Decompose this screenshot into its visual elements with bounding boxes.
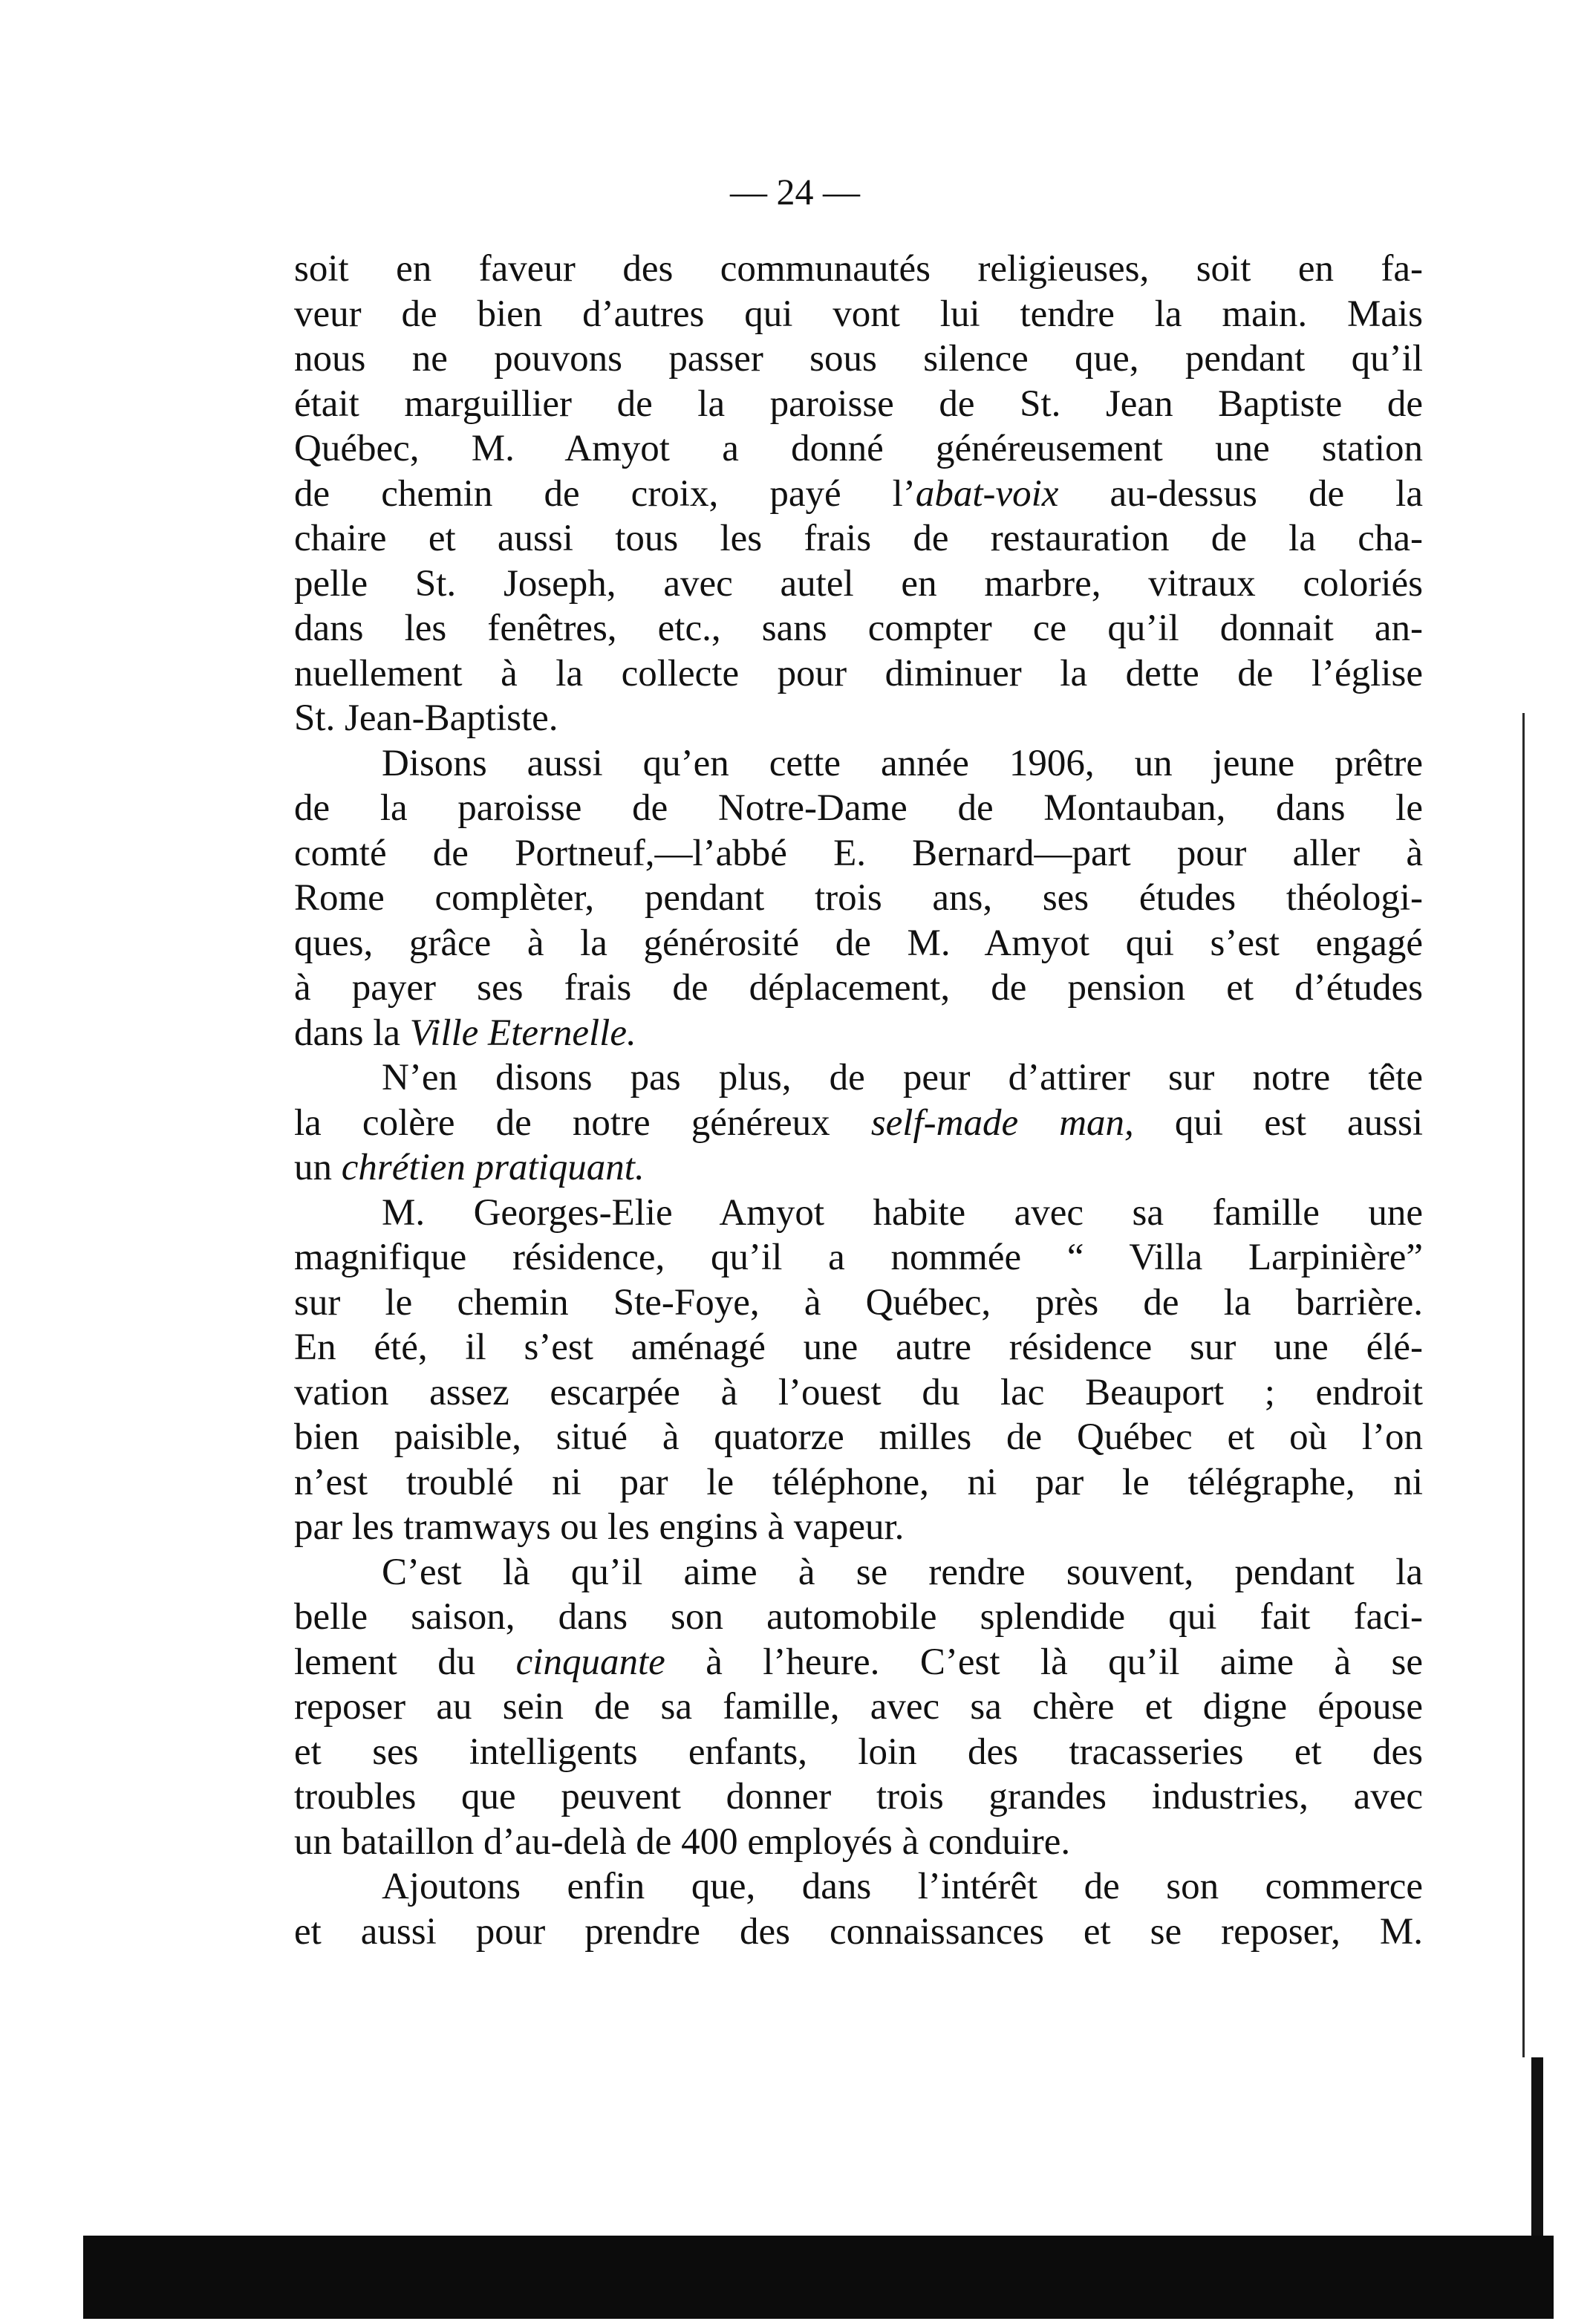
- text-run: et ses intelligents enfants, loin des tracasseries et des: [294, 1731, 1423, 1773]
- text-run: lement du: [294, 1641, 516, 1683]
- italic-text: cinquante: [515, 1641, 665, 1683]
- italic-text: self-made man,: [870, 1101, 1134, 1144]
- text-line: [294, 1460, 1423, 1506]
- text-run: magnifique résidence, qu’il a nommée “ Villa Larpinière”: [294, 1237, 1423, 1278]
- text-line: [294, 921, 1423, 966]
- text-line: [294, 831, 1423, 876]
- text-run: Ajoutons enfin que, dans l’intérêt de son commerce: [382, 1866, 1423, 1907]
- text-run: chaire et aussi tous les frais de restauration de la cha-: [294, 518, 1423, 559]
- text-run: à l’heure. C’est là qu’il aime à se: [665, 1641, 1423, 1683]
- text-line: [294, 1820, 1423, 1865]
- text-line: [294, 651, 1423, 697]
- text-run: de la paroisse de Notre-Dame de Montauban, dans le: [294, 787, 1423, 829]
- text-line: [294, 606, 1423, 651]
- body-text: [294, 247, 1423, 1954]
- text-run: N’en disons pas plus, de peur d’attirer sur notre tête: [382, 1057, 1423, 1098]
- text-line: [294, 1640, 1423, 1685]
- text-run: St. Jean-Baptiste.: [294, 697, 558, 739]
- text-run: comté de Portneuf,—l’abbé E. Bernard—part pour aller à: [294, 832, 1423, 874]
- text-line: [294, 562, 1423, 607]
- page-edge-shadow: [1531, 2057, 1543, 2250]
- text-line: [294, 966, 1423, 1011]
- text-line: [294, 696, 1423, 741]
- text-run: pelle St. Joseph, avec autel en marbre, vitraux coloriés: [294, 562, 1423, 605]
- italic-text: Ville Eternelle.: [409, 1012, 636, 1054]
- text-line: [294, 247, 1423, 292]
- text-run: de chemin de croix, payé l’: [294, 472, 916, 515]
- page-edge-line: [1522, 713, 1525, 2057]
- text-run: troubles que peuvent donner trois grandes industries, avec: [294, 1776, 1423, 1817]
- text-line: [294, 1864, 1423, 1910]
- text-run: Québec, M. Amyot a donné généreusement une station: [294, 428, 1423, 469]
- text-line: [294, 741, 1423, 787]
- text-run: nous ne pouvons passer sous silence que, pendant qu’il: [294, 338, 1423, 380]
- text-run: C’est là qu’il aime à se rendre souvent, pendant la: [382, 1551, 1423, 1593]
- text-run: En été, il s’est aménagé une autre résidence sur une élé-: [294, 1327, 1423, 1368]
- text-run: dans les fenêtres, etc., sans compter ce qu’il donnait an-: [294, 608, 1423, 649]
- text-run: qui est aussi: [1133, 1101, 1423, 1144]
- text-run: Disons aussi qu’en cette année 1906, un jeune prêtre: [382, 742, 1423, 784]
- text-line: [294, 292, 1423, 337]
- text-run: et aussi pour prendre des connaissances et se reposer, M.: [294, 1910, 1423, 1953]
- text-run: veur de bien d’autres qui vont lui tendre la main. Mais: [294, 293, 1423, 335]
- text-run: au-dessus de la: [1058, 472, 1423, 515]
- text-run: Rome complèter, pendant trois ans, ses études théologi-: [294, 877, 1423, 919]
- text-run: vation assez escarpée à l’ouest du lac Beauport ; endroit: [294, 1371, 1423, 1413]
- text-line: [294, 1145, 1423, 1191]
- text-line: [294, 1325, 1423, 1370]
- text-run: n’est troublé ni par le téléphone, ni par le télégraphe, ni: [294, 1461, 1423, 1503]
- text-line: [294, 1370, 1423, 1416]
- text-line: [294, 786, 1423, 831]
- text-line: [294, 1550, 1423, 1595]
- text-line: [294, 1774, 1423, 1820]
- italic-text: chrétien pratiquant.: [341, 1147, 645, 1188]
- text-run: bien paisible, situé à quatorze milles de Québec et où l’on: [294, 1416, 1423, 1458]
- text-run: sur le chemin Ste-Foye, à Québec, près de la barrière.: [294, 1281, 1423, 1324]
- text-line: [294, 1191, 1423, 1236]
- text-run: était marguillier de la paroisse de St. Jean Baptiste de: [294, 383, 1423, 425]
- text-line: [294, 472, 1423, 517]
- text-run: M. Georges-Elie Amyot habite avec sa famille une: [382, 1191, 1423, 1234]
- text-line: [294, 1415, 1423, 1460]
- page-bottom-shadow: [83, 2236, 1554, 2319]
- text-run: dans la: [294, 1012, 410, 1054]
- text-line: [294, 516, 1423, 562]
- text-line: [294, 1910, 1423, 1955]
- text-run: à payer ses frais de déplacement, de pension et d’études: [294, 967, 1423, 1009]
- text-run: un: [294, 1147, 342, 1188]
- text-line: [294, 1595, 1423, 1640]
- text-run: la colère de notre généreux: [294, 1101, 871, 1144]
- text-line: [294, 1101, 1423, 1146]
- text-run: soit en faveur des communautés religieuses, soit en fa-: [294, 248, 1423, 290]
- text-line: [294, 336, 1423, 382]
- italic-text: abat-voix: [915, 472, 1059, 515]
- text-line: [294, 1685, 1423, 1730]
- text-run: reposer au sein de sa famille, avec sa chère et digne épouse: [294, 1686, 1423, 1728]
- text-line: [294, 1055, 1423, 1101]
- text-line: [294, 1011, 1423, 1056]
- text-run: un bataillon d’au-delà de 400 employés à conduire.: [294, 1820, 1071, 1863]
- text-line: [294, 1235, 1423, 1280]
- text-run: nuellement à la collecte pour diminuer la dette de l’église: [294, 652, 1423, 694]
- text-line: [294, 382, 1423, 427]
- text-run: ques, grâce à la générosité de M. Amyot qui s’est engagé: [294, 922, 1423, 964]
- page-number: — 24 —: [730, 171, 860, 212]
- text-run: par les tramways ou les engins à vapeur.: [294, 1506, 905, 1548]
- text-line: [294, 1730, 1423, 1775]
- text-line: [294, 1505, 1423, 1550]
- text-line: [294, 426, 1423, 472]
- text-line: [294, 1280, 1423, 1326]
- text-run: belle saison, dans son automobile splendide qui fait faci-: [294, 1596, 1423, 1638]
- text-line: [294, 876, 1423, 921]
